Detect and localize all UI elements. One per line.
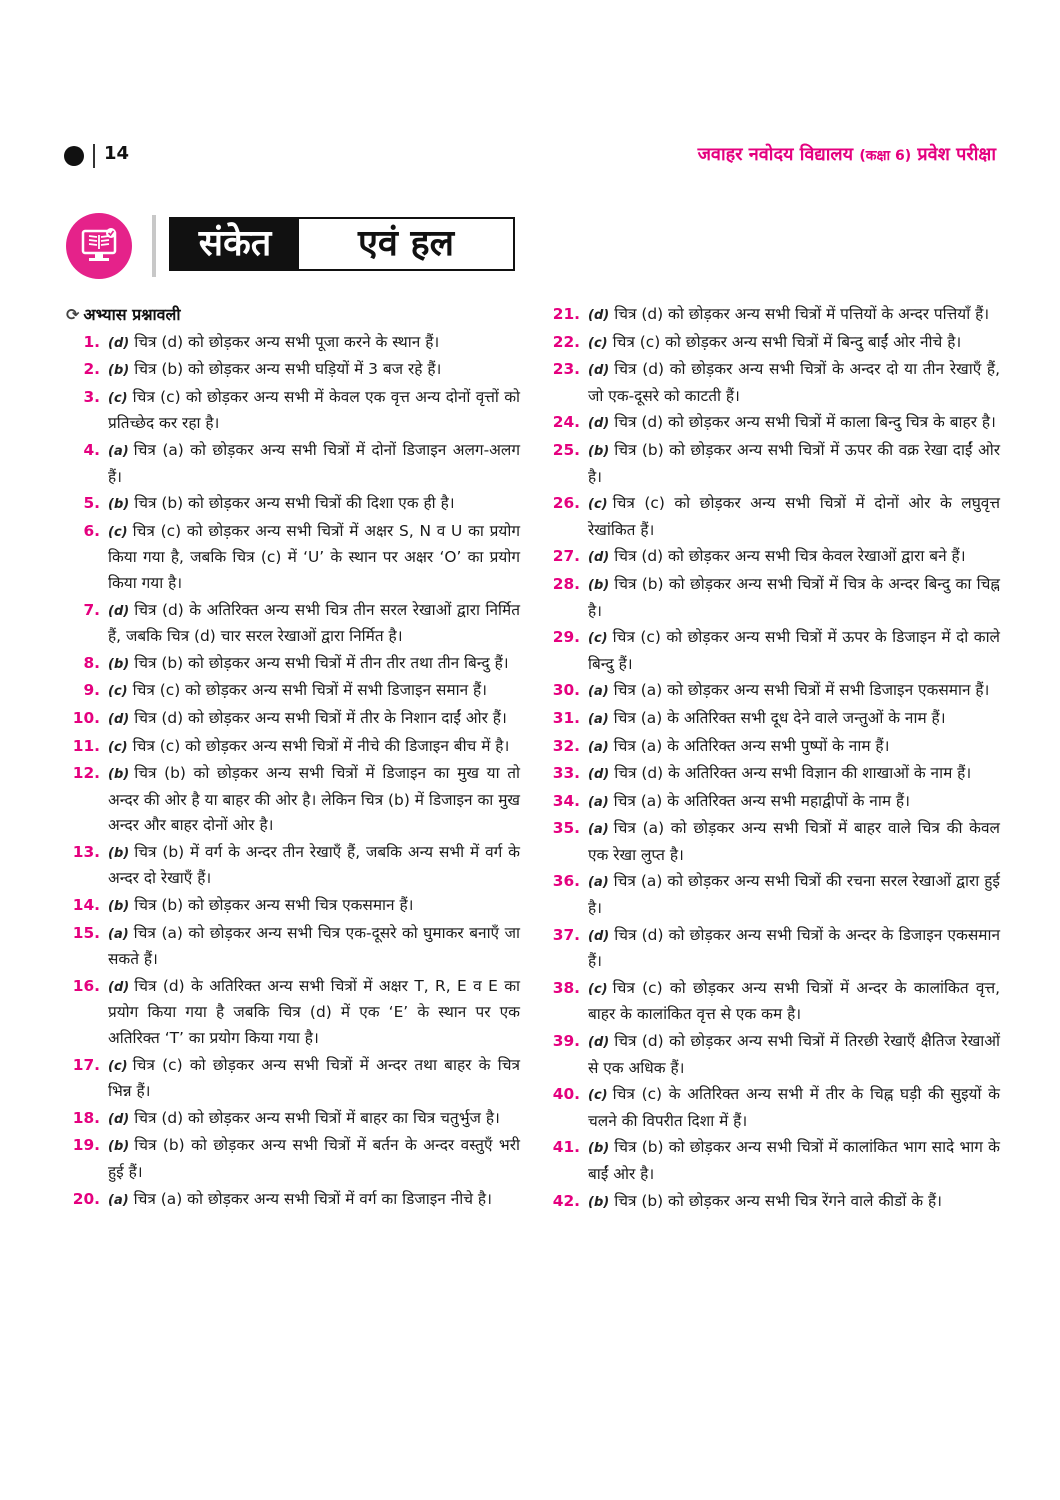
answer-text: चित्र (c) को छोड़कर अन्य सभी चित्रों में नीचे की डिजाइन बीच में है। bbox=[132, 736, 510, 755]
answer-item bbox=[552, 330, 1000, 357]
answer-text: चित्र (d) को छोड़कर अन्य सभी चित्रों में पत्तियों के अन्दर पत्तियाँ हैं। bbox=[614, 305, 990, 323]
answer-number: 38. bbox=[552, 978, 580, 997]
subheading-text: अभ्यास प्रश्नावली bbox=[83, 305, 181, 324]
answer-item bbox=[66, 761, 520, 839]
answer-item bbox=[66, 678, 520, 705]
answer-text: चित्र (d) को छोड़कर अन्य सभी चित्र केवल रेखाओं द्वारा बने हैं। bbox=[614, 547, 966, 566]
answer-number: 14. bbox=[72, 896, 100, 915]
answer-item bbox=[66, 1053, 520, 1105]
answer-number: 29. bbox=[552, 628, 580, 647]
book-title-main: जवाहर नवोदय विद्यालय bbox=[697, 144, 854, 165]
answer-text: चित्र (d) के अतिरिक्त अन्य सभी विज्ञान की शाखाओं के नाम हैं। bbox=[614, 764, 972, 783]
answer-number: 34. bbox=[552, 791, 580, 810]
answer-number: 5. bbox=[83, 494, 100, 513]
answers-column-left bbox=[66, 302, 520, 1214]
answer-number: 42. bbox=[552, 1191, 580, 1210]
answer-number: 11. bbox=[72, 736, 100, 755]
answer-number: 4. bbox=[83, 440, 100, 459]
answer-option: (a) bbox=[108, 926, 129, 942]
answer-option: (b) bbox=[108, 656, 130, 672]
answer-item bbox=[66, 330, 520, 357]
answer-item bbox=[66, 893, 520, 920]
answer-option: (d) bbox=[588, 767, 610, 783]
answer-number: 24. bbox=[552, 413, 580, 432]
answer-number: 26. bbox=[552, 494, 580, 513]
answer-text: चित्र (b) को छोड़कर अन्य सभी चित्रों में बर्तन के अन्दर वस्तुएँ भरी हुई हैं। bbox=[108, 1136, 520, 1181]
answer-number: 23. bbox=[552, 360, 580, 379]
answer-option: (a) bbox=[108, 443, 129, 459]
answer-text: चित्र (d) को छोड़कर अन्य सभी चित्रों के अन्दर दो या तीन रेखाएँ हैं, जो एक-दूसरे को काटती हैं। bbox=[588, 360, 1000, 405]
answer-item bbox=[66, 921, 520, 973]
answer-option: (b) bbox=[108, 1139, 130, 1155]
answer-option: (d) bbox=[588, 363, 610, 379]
answer-option: (c) bbox=[588, 335, 608, 351]
answer-item bbox=[552, 438, 1000, 490]
answer-option: (d) bbox=[588, 550, 610, 566]
answer-number: 27. bbox=[552, 547, 580, 566]
answer-number: 12. bbox=[72, 764, 100, 783]
answer-number: 30. bbox=[552, 681, 580, 700]
answer-number: 32. bbox=[552, 736, 580, 755]
answer-item bbox=[66, 385, 520, 437]
answer-number: 6. bbox=[83, 521, 100, 540]
refresh-icon: ⟳ bbox=[66, 305, 80, 324]
answer-item bbox=[552, 544, 1000, 571]
answer-text: चित्र (a) को छोड़कर अन्य सभी चित्रों में बाहर वाले चित्र की केवल एक रेखा लुप्त है। bbox=[588, 819, 1000, 864]
book-title bbox=[698, 142, 996, 166]
answer-option: (a) bbox=[588, 822, 609, 838]
answer-number: 18. bbox=[72, 1108, 100, 1127]
answer-option: (c) bbox=[588, 1088, 608, 1104]
answer-option: (c) bbox=[108, 524, 128, 540]
answer-text: चित्र (c) को छोड़कर अन्य सभी में केवल एक वृत्त अन्य दोनों वृत्तों को प्रतिच्छेद कर रहा है। bbox=[108, 387, 520, 433]
answer-item bbox=[552, 302, 1000, 329]
answer-option: (d) bbox=[588, 308, 610, 323]
answer-text: चित्र (c) को छोड़कर अन्य सभी चित्रों में दोनों ओर के लघुवृत्त रेखांकित हैं। bbox=[588, 494, 1000, 539]
answer-text: चित्र (c) को छोड़कर अन्य सभी चित्रों में बिन्दु बाईं ओर नीचे है। bbox=[612, 332, 962, 351]
answer-item bbox=[66, 438, 520, 490]
answer-text: चित्र (b) को छोड़कर अन्य सभी चित्रों में तीन तीर तथा तीन बिन्दु हैं। bbox=[134, 653, 509, 672]
book-screen-icon bbox=[66, 213, 132, 279]
answer-text: चित्र (d) को छोड़कर अन्य सभी पूजा करने के स्थान हैं। bbox=[134, 332, 440, 351]
answer-option: (b) bbox=[588, 443, 610, 459]
answer-number: 39. bbox=[552, 1032, 580, 1051]
answer-option: (d) bbox=[108, 979, 130, 995]
answer-option: (b) bbox=[108, 497, 130, 513]
answer-text: चित्र (d) के अतिरिक्त अन्य सभी चित्रों में अक्षर T, R, E व E का प्रयोग किया गया है जबकि चित्र (d) में एक ‘E’ के स्थान पर एक अतिरिक्त ‘T’ का प्रयोग किया गया है। bbox=[108, 976, 520, 1048]
answer-number: 7. bbox=[83, 600, 100, 619]
answer-text: चित्र (a) के अतिरिक्त सभी दूध देने वाले जन्तुओं के नाम हैं। bbox=[613, 708, 946, 727]
section-title-part2: एवं हल bbox=[358, 223, 454, 264]
answer-text: चित्र (b) को छोड़कर अन्य सभी चित्रों में चित्र के अन्दर बिन्दु का चिह्न है। bbox=[588, 574, 1000, 620]
answer-item bbox=[552, 678, 1000, 705]
answer-option: (c) bbox=[108, 684, 128, 700]
answer-item bbox=[552, 761, 1000, 788]
answer-option: (b) bbox=[588, 577, 610, 593]
answer-option: (b) bbox=[108, 363, 130, 379]
answer-number: 22. bbox=[552, 332, 580, 351]
answer-number: 13. bbox=[72, 842, 100, 861]
answer-number: 15. bbox=[72, 923, 100, 942]
answer-number: 8. bbox=[83, 653, 100, 672]
answer-text: चित्र (d) को छोड़कर अन्य सभी चित्रों में काला बिन्दु चित्र के बाहर है। bbox=[614, 413, 996, 432]
answer-number: 16. bbox=[72, 976, 100, 995]
answer-item bbox=[66, 598, 520, 650]
section-title-part1: संकेत bbox=[171, 219, 299, 269]
answer-text: चित्र (b) में वर्ग के अन्दर तीन रेखाएँ हैं, जबकि अन्य सभी में वर्ग के अन्दर दो रेखाएँ हैं। bbox=[108, 842, 520, 888]
answer-number: 31. bbox=[552, 708, 580, 727]
answer-option: (d) bbox=[588, 1035, 610, 1051]
answer-item bbox=[552, 869, 1000, 921]
answer-option: (b) bbox=[108, 845, 130, 861]
answer-text: चित्र (b) को छोड़कर अन्य सभी चित्र रेंगने वाले कीडों के हैं। bbox=[614, 1191, 943, 1210]
book-title-end: प्रवेश परीक्षा bbox=[917, 144, 996, 165]
answer-number: 10. bbox=[72, 708, 100, 727]
answer-text: चित्र (a) के अतिरिक्त अन्य सभी महाद्वीपों के नाम हैं। bbox=[613, 791, 910, 810]
answer-option: (c) bbox=[108, 739, 128, 755]
answer-text: चित्र (a) के अतिरिक्त अन्य सभी पुष्पों के नाम हैं। bbox=[613, 736, 890, 755]
answer-text: चित्र (c) को छोड़कर अन्य सभी चित्रों में अन्दर तथा बाहर के चित्र भिन्न हैं। bbox=[108, 1055, 520, 1101]
answers-column-right bbox=[552, 302, 1000, 1216]
answer-text: चित्र (a) को छोड़कर अन्य सभी चित्रों की रचना सरल रेखाओं द्वारा हुई है। bbox=[588, 872, 1000, 918]
answer-option: (d) bbox=[108, 1111, 130, 1127]
answer-number: 28. bbox=[552, 574, 580, 593]
answer-item bbox=[66, 840, 520, 892]
answer-text: चित्र (a) को छोड़कर अन्य सभी चित्रों में वर्ग का डिजाइन नीचे है। bbox=[133, 1189, 492, 1208]
answer-option: (b) bbox=[108, 767, 130, 783]
answer-text: चित्र (b) को छोड़कर अन्य सभी चित्र एकसमान हैं। bbox=[134, 896, 414, 915]
answer-number: 19. bbox=[72, 1136, 100, 1155]
answer-text: चित्र (d) को छोड़कर अन्य सभी चित्रों में तिरछी रेखाएँ क्षैतिज रेखाओं से एक अधिक हैं। bbox=[588, 1032, 1000, 1077]
answer-text: चित्र (b) को छोड़कर अन्य सभी घड़ियों में 3 बज रहे हैं। bbox=[134, 360, 442, 379]
answer-number: 40. bbox=[552, 1085, 580, 1104]
answer-text: चित्र (a) को छोड़कर अन्य सभी चित्रों में दोनों डिजाइन अलग-अलग हैं। bbox=[108, 440, 520, 486]
answer-option: (a) bbox=[588, 684, 609, 700]
answer-text: चित्र (b) को छोड़कर अन्य सभी चित्रों में ऊपर की वक्र रेखा दाईं ओर है। bbox=[588, 440, 1000, 486]
answer-number: 20. bbox=[72, 1189, 100, 1208]
answer-number: 1. bbox=[83, 332, 100, 351]
heading-separator bbox=[152, 215, 156, 277]
answer-text: चित्र (a) को छोड़कर अन्य सभी चित्रों में सभी डिजाइन एकसमान हैं। bbox=[613, 681, 990, 700]
answer-number: 9. bbox=[83, 681, 100, 700]
answer-number: 33. bbox=[552, 764, 580, 783]
bullet-dot-icon bbox=[64, 146, 84, 166]
answer-option: (c) bbox=[108, 1058, 128, 1074]
answer-option: (a) bbox=[588, 739, 609, 755]
answer-item bbox=[552, 734, 1000, 761]
answer-number: 2. bbox=[83, 360, 100, 379]
answer-item bbox=[66, 974, 520, 1052]
answer-option: (c) bbox=[588, 497, 608, 513]
answer-option: (c) bbox=[588, 981, 608, 997]
answer-option: (c) bbox=[588, 631, 608, 647]
page-header bbox=[64, 140, 996, 172]
answer-item bbox=[552, 976, 1000, 1028]
answer-item bbox=[66, 651, 520, 678]
answer-item bbox=[552, 816, 1000, 868]
answer-text: चित्र (d) के अतिरिक्त अन्य सभी चित्र तीन सरल रेखाओं द्वारा निर्मित हैं, जबकि चित्र (d) चार सरल रेखाओं द्वारा निर्मित है। bbox=[108, 600, 520, 646]
answer-number: 17. bbox=[72, 1055, 100, 1074]
answer-option: (d) bbox=[108, 603, 130, 619]
answer-item bbox=[552, 1029, 1000, 1081]
answer-text: चित्र (a) को छोड़कर अन्य सभी चित्र एक-दूसरे को घुमाकर बनाएँ जा सकते हैं। bbox=[108, 923, 520, 969]
answer-item bbox=[66, 519, 520, 597]
answer-item bbox=[552, 491, 1000, 543]
answer-text: चित्र (b) को छोड़कर अन्य सभी चित्रों में कालांकित भाग सादे भाग के बाईं ओर है। bbox=[588, 1138, 1000, 1183]
answer-number: 3. bbox=[83, 387, 100, 406]
answer-text: चित्र (c) को छोड़कर अन्य सभी चित्रों में सभी डिजाइन समान हैं। bbox=[132, 681, 488, 700]
answer-number: 36. bbox=[552, 872, 580, 891]
answer-number: 41. bbox=[552, 1138, 580, 1157]
section-title-banner bbox=[169, 217, 515, 271]
answer-item bbox=[552, 789, 1000, 816]
answer-text: चित्र (c) को छोड़कर अन्य सभी चित्रों में ऊपर के डिजाइन में दो काले बिन्दु हैं। bbox=[588, 628, 1000, 673]
answer-option: (b) bbox=[588, 1141, 610, 1157]
answer-option: (a) bbox=[108, 1192, 129, 1208]
answer-item bbox=[66, 734, 520, 761]
answer-item bbox=[552, 410, 1000, 437]
answer-option: (d) bbox=[588, 416, 610, 432]
subheading bbox=[66, 302, 520, 328]
answer-text: चित्र (d) को छोड़कर अन्य सभी चित्रों के अन्दर के डिजाइन एकसमान हैं। bbox=[588, 925, 1000, 971]
divider bbox=[93, 144, 95, 168]
answer-option: (a) bbox=[588, 711, 609, 727]
answer-number: 21. bbox=[552, 305, 580, 323]
answer-text: चित्र (c) को छोड़कर अन्य सभी चित्रों में अक्षर S, N व U का प्रयोग किया गया है, जबकि चित्र (c) में ‘U’ के स्थान पर अक्षर ‘O’ का प्रयोग किया गया है। bbox=[108, 521, 520, 592]
answer-option: (d) bbox=[108, 335, 130, 351]
answer-text: चित्र (c) को छोड़कर अन्य सभी चित्रों में अन्दर के कालांकित वृत्त, बाहर के कालांकित वृत्त से एक कम है। bbox=[588, 978, 1000, 1024]
answer-option: (b) bbox=[588, 1194, 610, 1210]
answer-number: 35. bbox=[552, 819, 580, 838]
answer-text: चित्र (c) के अतिरिक्त अन्य सभी में तीर के चिह्न घड़ी की सुइयों के चलने की विपरीत दिशा में हैं। bbox=[588, 1085, 1000, 1130]
answer-option: (d) bbox=[588, 928, 610, 944]
answer-option: (d) bbox=[108, 711, 130, 727]
answer-item bbox=[66, 357, 520, 384]
answer-option: (c) bbox=[108, 390, 128, 406]
page-number: 14 bbox=[104, 143, 130, 164]
book-title-class: (कक्षा 6) bbox=[859, 148, 912, 164]
answer-item bbox=[552, 625, 1000, 677]
answer-item bbox=[66, 706, 520, 733]
answer-item bbox=[66, 1133, 520, 1185]
answer-item bbox=[552, 572, 1000, 624]
answer-option: (a) bbox=[588, 875, 609, 891]
answer-text: चित्र (b) को छोड़कर अन्य सभी चित्रों में डिजाइन का मुख या तो अन्दर की ओर है या बाहर की ओर है। लेकिन चित्र (b) में डिजाइन का मुख अन्दर और बाहर दोनों ओर है। bbox=[108, 764, 520, 835]
answer-item bbox=[552, 706, 1000, 733]
answer-text: चित्र (d) को छोड़कर अन्य सभी चित्रों में तीर के निशान दाईं ओर हैं। bbox=[134, 708, 507, 727]
answer-item bbox=[66, 1106, 520, 1133]
answer-number: 25. bbox=[552, 440, 580, 459]
answer-item bbox=[552, 1189, 1000, 1216]
answer-option: (b) bbox=[108, 899, 130, 915]
answer-item bbox=[552, 1135, 1000, 1187]
answer-number: 37. bbox=[552, 925, 580, 944]
answer-item bbox=[552, 1082, 1000, 1134]
answer-item bbox=[66, 491, 520, 518]
answer-item bbox=[552, 357, 1000, 409]
answer-text: चित्र (b) को छोड़कर अन्य सभी चित्रों की दिशा एक ही है। bbox=[134, 494, 455, 513]
answer-item bbox=[66, 1187, 520, 1214]
answer-item bbox=[552, 923, 1000, 975]
answer-option: (a) bbox=[588, 794, 609, 810]
answer-text: चित्र (d) को छोड़कर अन्य सभी चित्रों में बाहर का चित्र चतुर्भुज है। bbox=[134, 1108, 500, 1127]
